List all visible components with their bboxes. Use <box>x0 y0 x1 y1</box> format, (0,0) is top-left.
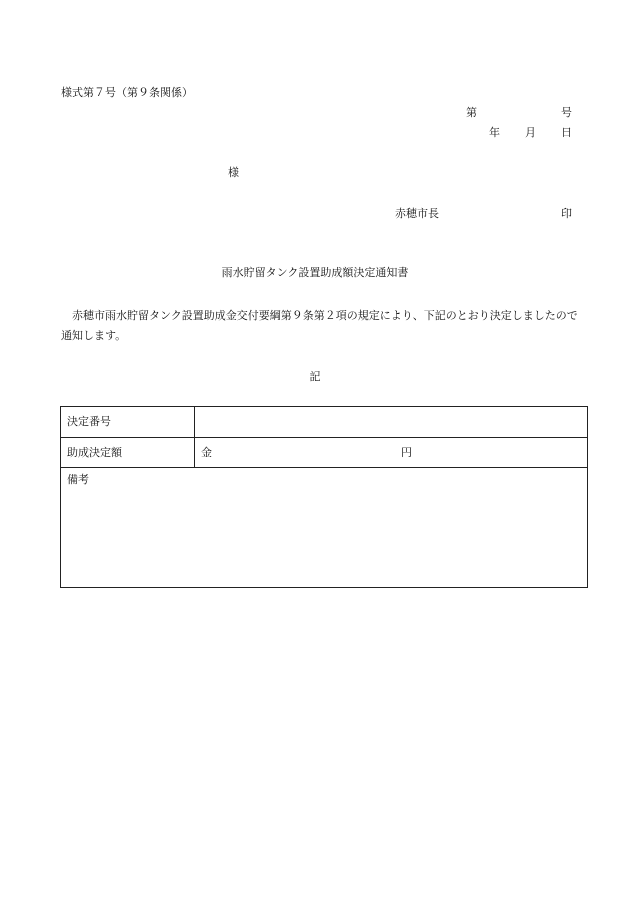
addressee-honorific: 様 <box>228 166 239 179</box>
date-year-label: 年 <box>489 126 500 139</box>
table-row-grant-amount <box>61 438 587 468</box>
decision-table <box>60 406 588 588</box>
decision-number-label: 決定番号 <box>67 415 111 428</box>
seal-mark: 印 <box>561 207 572 220</box>
date-day-label: 日 <box>561 126 572 139</box>
amount-prefix: 金 <box>201 446 212 459</box>
form-number-label: 様式第７号（第９条関係） <box>61 86 193 99</box>
ki-heading: 記 <box>309 370 321 383</box>
remarks-label: 備考 <box>67 473 89 486</box>
grant-amount-label: 助成決定額 <box>67 446 122 459</box>
column-divider <box>194 438 195 467</box>
issuer-name: 赤穂市長 <box>395 207 439 220</box>
table-row-decision-number <box>61 407 587 438</box>
document-title: 雨水貯留タンク設置助成額決定通知書 <box>221 266 409 279</box>
date-month-label: 月 <box>525 126 536 139</box>
issue-number-prefix: 第 <box>466 106 477 119</box>
body-paragraph: 赤穂市雨水貯留タンク設置助成金交付要綱第９条第２項の規定により、下記のとおり決定しましたので通知します。 <box>61 309 578 342</box>
amount-unit: 円 <box>401 446 412 459</box>
issue-number-suffix: 号 <box>561 106 572 119</box>
column-divider <box>194 407 195 437</box>
